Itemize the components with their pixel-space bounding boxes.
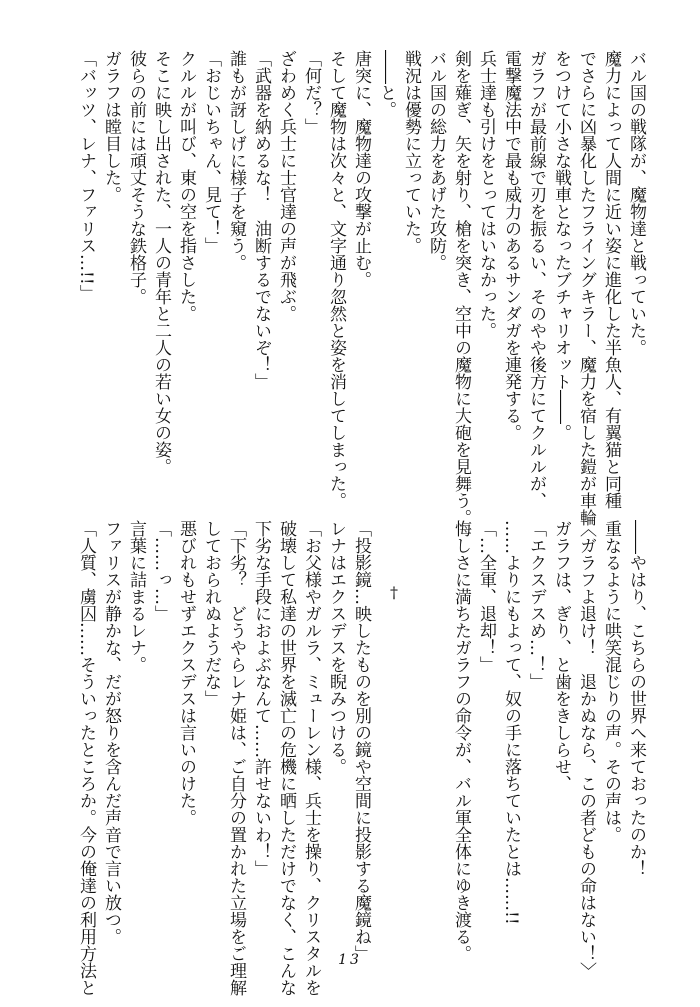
text-line: 「人質、虜囚……そういったところか。今の俺達の利用方法と [76,520,96,996]
text-line: ファリスが静かな、だが怒りを含んだ声音で言い放つ。 [101,520,121,945]
text-line: ガラフが最前線で刃を振るい、そのやや後方にてクルルが、 [526,50,546,509]
text-line: 電撃魔法中で最も威力のあるサンダガを連発する。 [501,50,521,441]
text-line: 唐突に、魔物達の攻撃が止む。 [351,50,371,288]
text-line [423,520,448,940]
text-line: 剣を薙ぎ、矢を射り、槍を突き、空中の魔物に大砲を見舞う。 [451,50,471,526]
text-line [398,520,423,940]
text-line: 〈ガラフよ退け！ 退かぬなら、この者どもの命はない！〉 [576,520,596,979]
text-line: バル国の総力をあげた攻防。 [426,50,446,271]
text-line: ――と。 [376,50,396,118]
text-line: レナはエクスデスを睨みつける。 [326,520,346,775]
text-line: 下劣な手段におよぶなんて……許せないわ！」 [251,520,271,877]
page-number: 13 [338,952,362,968]
text-line: バル国の戦隊が、魔物達と戦っていた。 [626,50,646,356]
text-line: 悪びれもせずエクスデスは言いのけた。 [176,520,196,826]
text-line: 「下劣？ どうやらレナ姫は、ご自分の置かれた立場をご理解 [226,520,246,996]
text-line: 重なるように哄笑混じりの声。その声は。 [601,520,621,843]
text-line: 「お父様やガルラ、ミューレン様、兵士を操り、クリスタルを [301,520,321,996]
text-line: 「…全軍、退却！」 [476,520,496,673]
text-line: ガラフは瞠目した。 [101,50,121,203]
text-line: 「エクスデスめ…！」 [526,520,546,690]
text-line: でさらに凶暴化したフライングキラー、魔力を宿した鎧が車輪 [576,50,596,526]
text-line: そして魔物は次々と、文字通り忽然と姿を消してしまった。 [326,50,346,509]
text-line: クルルが叫び、東の空を指さした。 [176,50,196,322]
text-line: 「……っ…」 [151,520,171,622]
text-line: 「武器を納めるな！ 油断するでないぞ！」 [251,50,271,390]
text-line: 「何だ？」 [301,50,321,135]
text-line: ――やはり、こちらの世界へ来ておったのか！ [626,520,646,877]
text-line: 誰もが訝しげに様子を窺う。 [226,50,246,271]
text-line: をつけて小さな戦車となったブチャリオット――。 [551,50,571,441]
text-line: ……よりにもよって、奴の手に落ちていたとは……!! [501,520,521,925]
text-line: 彼らの前には頑丈そうな鉄格子。 [126,50,146,305]
text-line: 悔しさに満ちたガラフの命令が、バル軍全体にゆき渡る。 [451,520,471,962]
text-line: そこに映し出された、一人の青年と二人の若い女の姿。 [151,50,171,475]
text-line: 「おじいちゃん、見て！」 [201,50,221,254]
text-line: 魔力によって人間に近い姿に進化した半魚人、有翼猫と同種 [601,50,621,509]
section-separator: † [390,583,398,602]
text-line: 「バッツ、レナ、ファリス…!!」 [76,50,96,302]
text-line: 破壊して私達の世界を滅亡の危機に晒しただけでなく、こんな [276,520,296,996]
text-line: ガラフは、ぎり、と歯をきしらせ、 [551,520,571,792]
text-line [373,520,398,940]
text-line: 「投影鏡…映したものを別の鏡や空間に投影する魔鏡ね」 [351,520,371,962]
upper-text-block [73,50,648,526]
text-line: 兵士達も引けをとってはいなかった。 [476,50,496,339]
text-line: 戦況は優勢に立っていた。 [401,50,421,254]
text-line: ざわめく兵士に士官達の声が飛ぶ。 [276,50,296,322]
text-line: 言葉に詰まるレナ。 [126,520,146,673]
text-line: しておられぬようだな」 [201,520,221,707]
